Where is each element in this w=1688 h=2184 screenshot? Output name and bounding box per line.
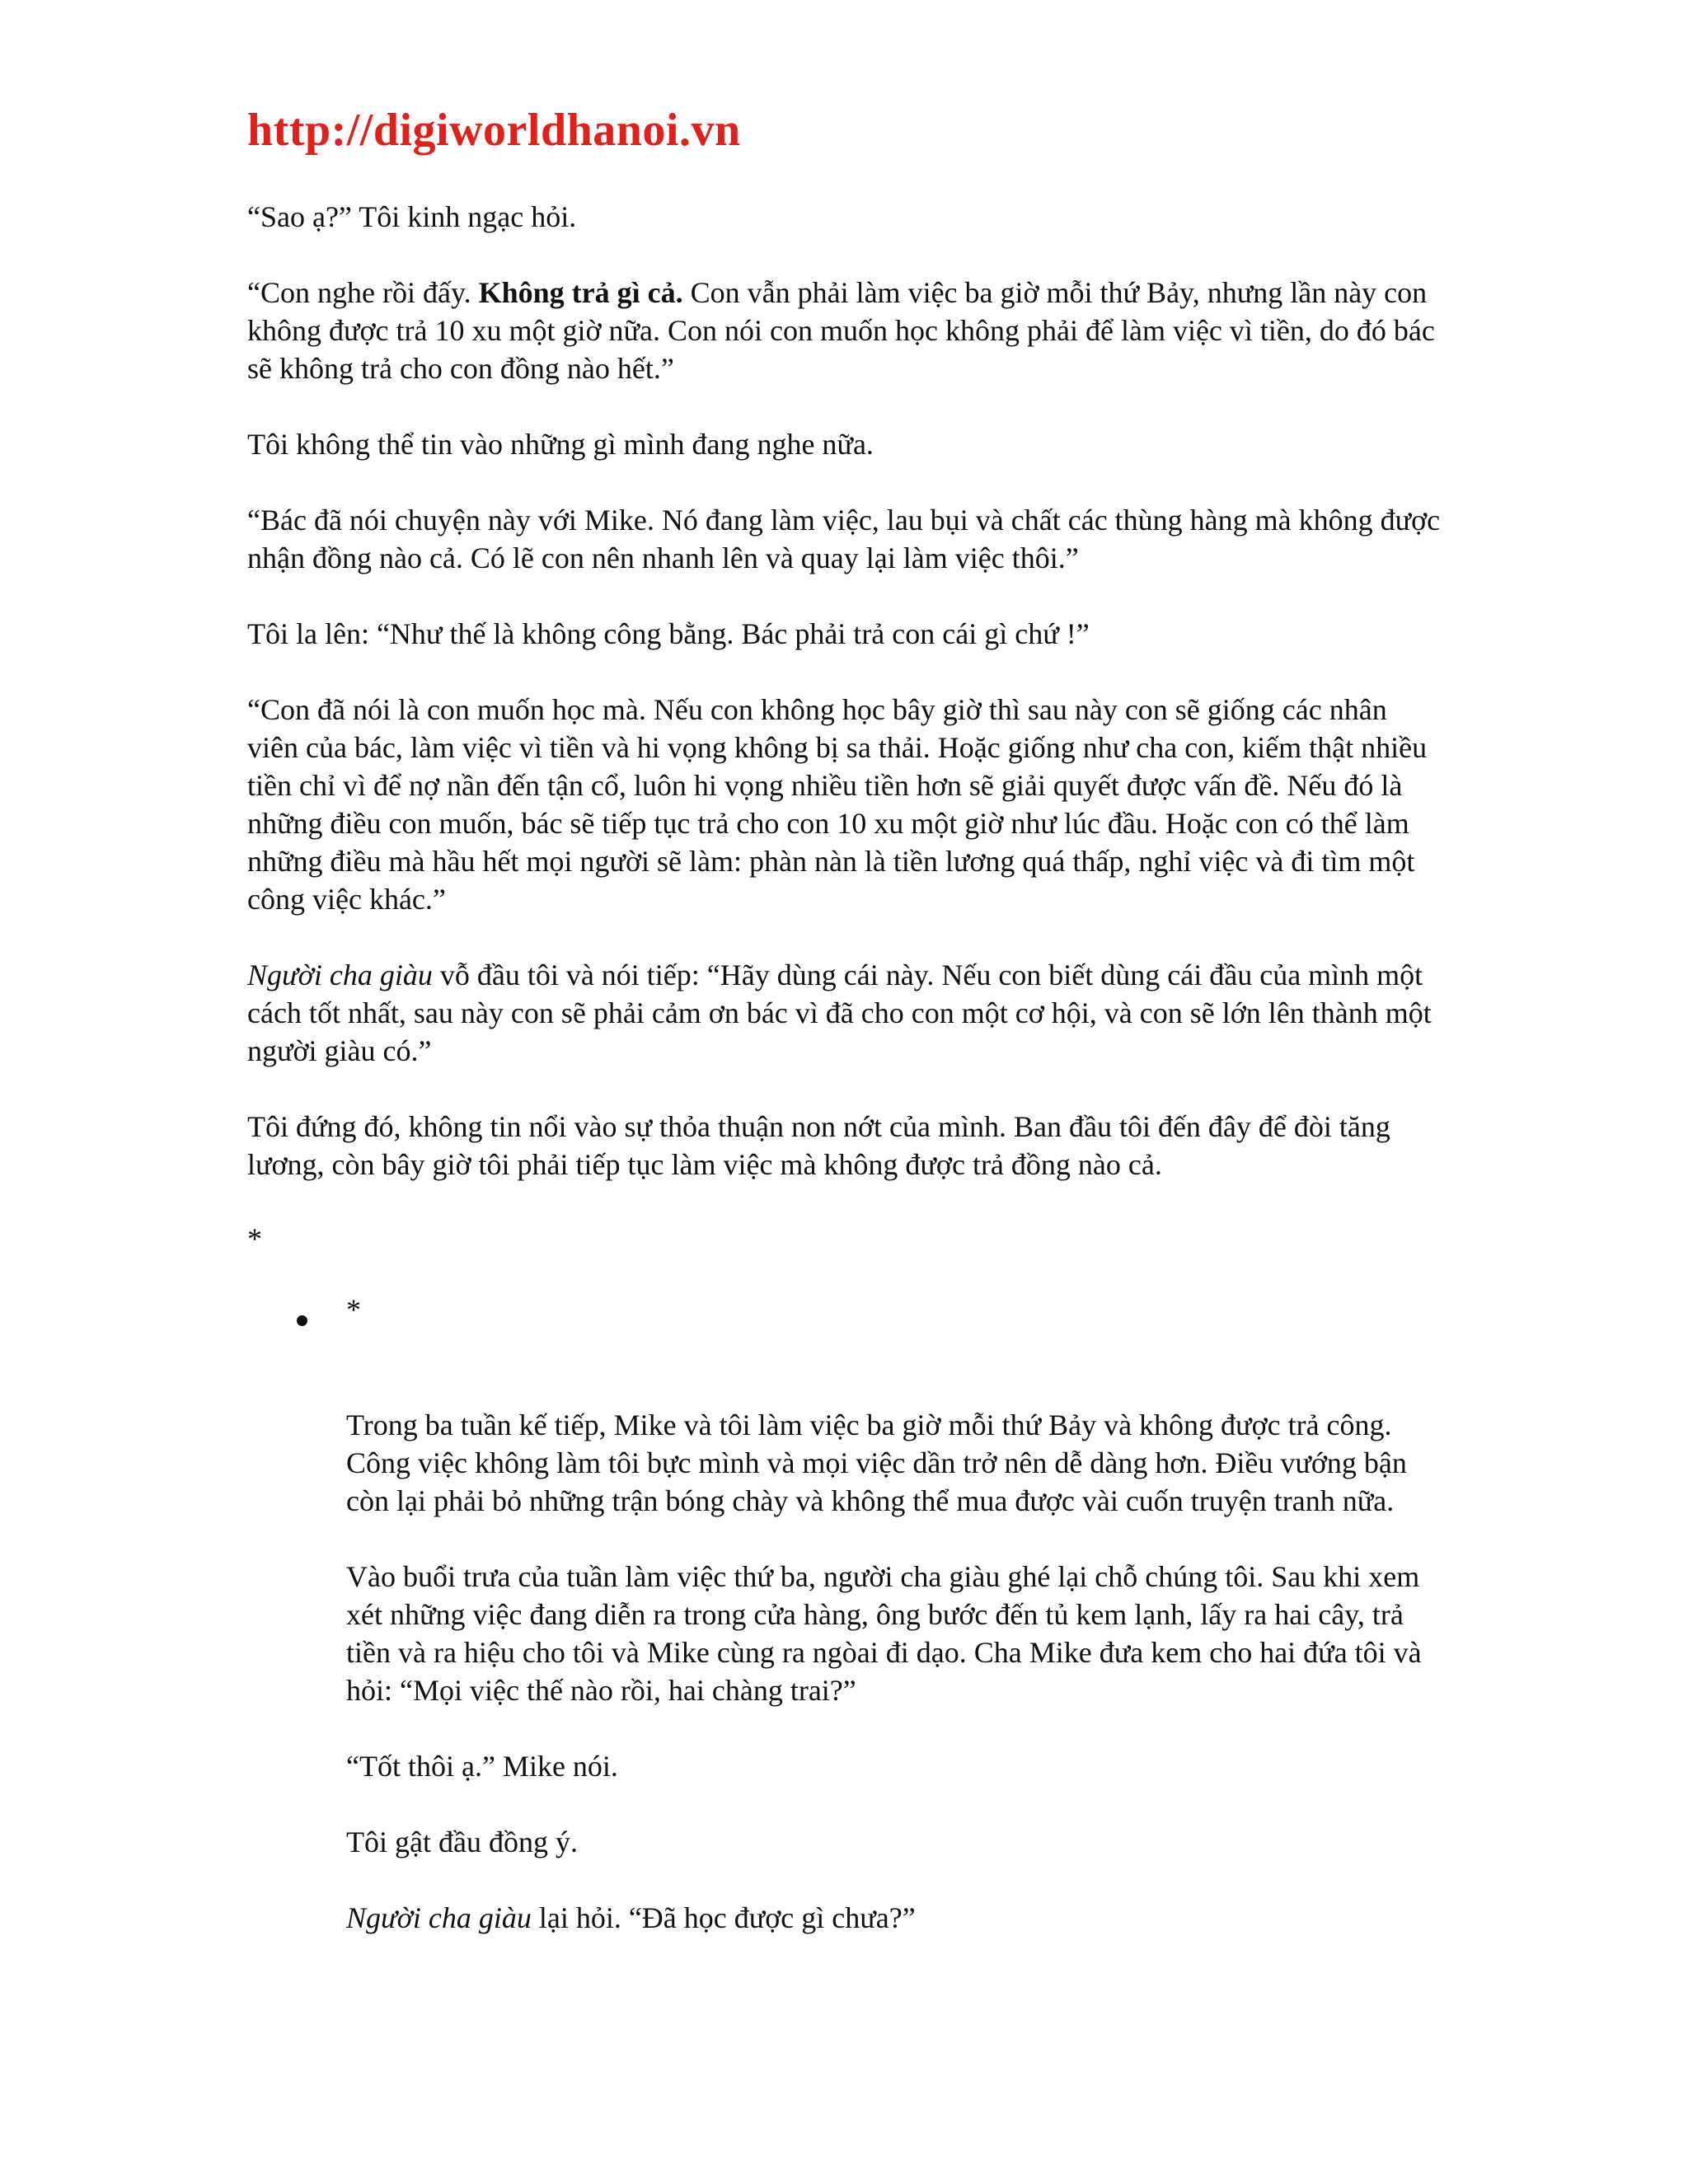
- paragraph-10: [346, 1558, 1442, 1709]
- paragraph-12: [346, 1823, 1442, 1861]
- paragraph-5: [247, 615, 1442, 653]
- paragraph-7-italic: Người cha giàu: [247, 958, 433, 991]
- paragraph-11-text: “Tốt thôi ạ.” Mike nói.: [346, 1750, 618, 1783]
- paragraph-8: [247, 1108, 1442, 1183]
- paragraph-12-text: Tôi gật đầu đồng ý.: [346, 1825, 578, 1858]
- paragraph-3: [247, 425, 1442, 463]
- paragraph-1-text: “Sao ạ?” Tôi kinh ngạc hỏi.: [247, 200, 577, 233]
- paragraph-9: [346, 1406, 1442, 1520]
- paragraph-10-text: Vào buổi trưa của tuần làm việc thứ ba, người cha giàu ghé lại chỗ chúng tôi. Sau khi xem xét những việc đang diễn ra trong cửa hàng, ông bước đến tủ kem lạnh, lấy ra hai cây, trả tiền và ra hiệu cho tôi và Mike cùng ra ngòai đi dạo. Cha Mike đưa kem cho hai đứa tôi và hỏi: “Mọi việc thế nào rồi, hai chàng trai?”: [346, 1560, 1422, 1707]
- bullet-dot-icon: [297, 1315, 307, 1326]
- paragraph-2-rest: Con vẫn phải làm việc ba giờ mỗi thứ Bảy, nhưng lần này con không được trả 10 xu một giờ nữa. Con nói con muốn học không phải để làm việc vì tiền, do đó bác sẽ không trả cho con đồng nào hết.”: [247, 276, 1435, 385]
- paragraph-2-bold: Không trả gì cả.: [478, 276, 683, 309]
- bullet-item: *: [346, 1293, 361, 1326]
- paragraph-11: [346, 1747, 1442, 1785]
- paragraph-7: [247, 956, 1442, 1070]
- header-url-link[interactable]: http://digiworldhanoi.vn: [247, 105, 741, 156]
- paragraph-8-text: Tôi đứng đó, không tin nổi vào sự thỏa thuận non nớt của mình. Ban đầu tôi đến đây để đòi tăng lương, còn bây giờ tôi phải tiếp tục làm việc mà không được trả đồng nào cả.: [247, 1110, 1390, 1181]
- paragraph-2: [247, 274, 1442, 387]
- paragraph-4: [247, 501, 1442, 577]
- paragraph-13: [346, 1899, 1442, 1937]
- paragraph-6-text: “Con đã nói là con muốn học mà. Nếu con không học bây giờ thì sau này con sẽ giống các nhân viên của bác, làm việc vì tiền và hi vọng không bị sa thải. Hoặc giống như cha con, kiếm thật nhiều tiền chỉ vì để nợ nần đến tận cổ, luôn hi vọng nhiều tiền hơn sẽ giải quyết được vấn đề. Nếu đó là những điều con muốn, bác sẽ tiếp tục trả cho con 10 xu một giờ như lúc đầu. Hoặc con có thể làm những điều mà hầu hết mọi người sẽ làm: phàn nàn là tiền lương quá thấp, nghỉ việc và đi tìm một công việc khác.”: [247, 693, 1428, 916]
- paragraph-1: [247, 198, 1442, 236]
- paragraph-5-text: Tôi la lên: “Như thế là không công bằng. Bác phải trả con cái gì chứ !”: [247, 617, 1090, 650]
- paragraph-4-text: “Bác đã nói chuyện này với Mike. Nó đang làm việc, lau bụi và chất các thùng hàng mà không được nhận đồng nào cả. Có lẽ con nên nhanh lên và quay lại làm việc thôi.”: [247, 504, 1441, 574]
- paragraph-3-text: Tôi không thể tin vào những gì mình đang nghe nữa.: [247, 428, 874, 461]
- separator-asterisk: [247, 1220, 1442, 1258]
- paragraph-13-rest: lại hỏi. “Đã học được gì chưa?”: [531, 1901, 916, 1934]
- paragraph-9-text: Trong ba tuần kế tiếp, Mike và tôi làm việc ba giờ mỗi thứ Bảy và không được trả công. Công việc không làm tôi bực mình và mọi việc dần trở nên dễ dàng hơn. Điều vướng bận còn lại phải bỏ những trận bóng chày và không thể mua được vài cuốn truyện tranh nữa.: [346, 1408, 1407, 1517]
- paragraph-13-italic: Người cha giàu: [346, 1901, 532, 1934]
- paragraph-7-rest: vỗ đầu tôi và nói tiếp: “Hãy dùng cái này. Nếu con biết dùng cái đầu của mình một cách tốt nhất, sau này con sẽ phải cảm ơn bác vì đã cho con một cơ hội, và con sẽ lớn lên thành một người giàu có.”: [247, 958, 1432, 1067]
- separator-asterisk-text: *: [247, 1222, 262, 1255]
- paragraph-6: [247, 691, 1442, 918]
- paragraph-2-start: “Con nghe rồi đấy.: [247, 276, 479, 309]
